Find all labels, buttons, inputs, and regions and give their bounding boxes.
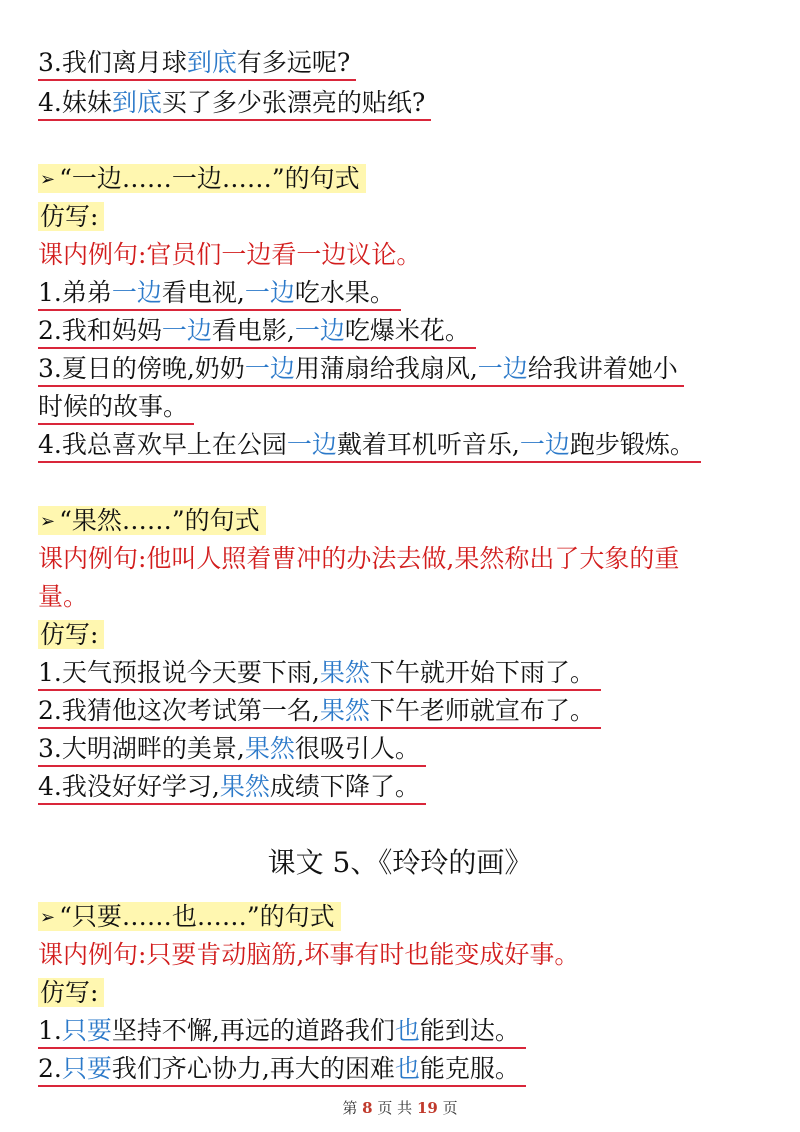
section-heading: ➢ “果然……”的句式 [38,504,266,541]
page-number: 8 [362,1099,373,1117]
keyword: 一边 [286,430,337,459]
sentence-line: 3.夏日的傍晚,奶奶一边用蒲扇给我扇风,一边给我讲着她小 [38,352,684,386]
sentence-line: 2.只要我们齐心协力,再大的困难也能克服。 [38,1052,526,1086]
example-sentence-continued: 量。 [38,582,89,611]
keyword: 一边 [294,316,345,345]
keyword: 到底 [186,48,237,77]
keyword: 一边 [477,354,528,383]
arrow-bullet-icon: ➢ [40,511,56,532]
keyword: 一边 [161,316,212,345]
imitate-label: 仿写: [38,200,104,234]
sentence-line: 2.我猜他这次考试第一名,果然下午老师就宣布了。 [38,694,601,728]
keyword: 只要 [61,1016,112,1045]
sentence-line-continued: 时候的故事。 [38,390,194,424]
keyword: 果然 [319,658,370,687]
keyword: 也 [394,1054,420,1083]
example-sentence: 课内例句:只要肯动脑筋,坏事有时也能变成好事。 [38,940,580,969]
sentence-line [38,86,431,120]
arrow-bullet-icon: ➢ [40,907,56,928]
keyword: 只要 [61,1054,112,1083]
sentence-line: 4.我没好好学习,果然成绩下降了。 [38,770,426,804]
keyword: 一边 [519,430,570,459]
imitate-label: 仿写: [38,618,104,652]
keyword: 果然 [319,696,370,725]
example-sentence: 课内例句:他叫人照着曹冲的办法去做,果然称出了大象的重 [38,544,680,573]
sentence-underline: 4.妹妹到底买了多少张漂亮的贴纸? [38,88,431,121]
keyword: 也 [394,1016,420,1045]
keyword: 果然 [244,734,295,763]
page-footer: 第 8 页 共 19 页 [342,1099,458,1117]
keyword: 到底 [111,88,162,117]
total-pages: 19 [416,1099,438,1117]
keyword: 果然 [219,772,270,801]
sentence-line: 1.天气预报说今天要下雨,果然下午就开始下雨了。 [38,656,601,690]
sentence-line [38,46,356,80]
section-heading: ➢ “一边……一边……”的句式 [38,162,366,199]
sentence-line: 3.大明湖畔的美景,果然很吸引人。 [38,732,426,766]
sentence-line: 4.我总喜欢早上在公园一边戴着耳机听音乐,一边跑步锻炼。 [38,428,701,462]
arrow-bullet-icon: ➢ [40,169,56,190]
sentence-line: 1.弟弟一边看电视,一边吃水果。 [38,276,401,310]
keyword: 一边 [244,354,295,383]
section-heading: ➢ “只要……也……”的句式 [38,900,341,937]
lesson-title: 课文 5、《玲玲的画》 [267,846,533,879]
keyword: 一边 [244,278,295,307]
sentence-line: 1.只要坚持不懈,再远的道路我们也能到达。 [38,1014,526,1048]
example-sentence: 课内例句:官员们一边看一边议论。 [38,240,422,269]
sentence-underline: 3.我们离月球到底有多远呢? [38,48,356,81]
keyword: 一边 [111,278,162,307]
sentence-line: 2.我和妈妈一边看电影,一边吃爆米花。 [38,314,476,348]
imitate-label: 仿写: [38,976,104,1010]
